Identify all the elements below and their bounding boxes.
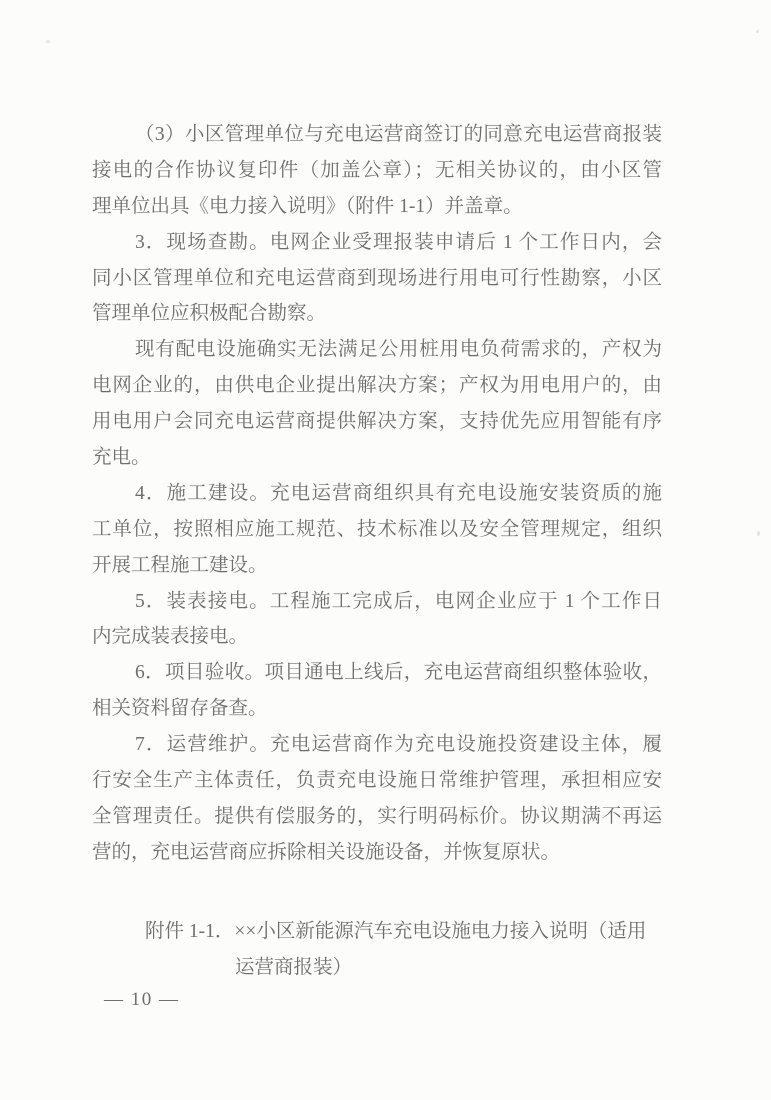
text-line: 行安全生产主体责任，负责充电设施日常维护管理，承担相应安 <box>92 770 662 792</box>
scan-speck <box>46 40 50 43</box>
text-line: 6．项目验收。项目通电上线后，充电运营商组织整体验收， <box>135 662 662 684</box>
text-line: 开展工程施工建设。 <box>92 554 268 576</box>
text-line: 工单位，按照相应施工规范、技术标准以及安全管理规定，组织 <box>92 518 662 540</box>
attachment-note-line-1: 附件 1-1．××小区新能源汽车充电设施电力接入说明（适用 <box>145 920 647 942</box>
text-line: 3．现场查勘。电网企业受理报装申请后 1 个工作日内，会 <box>135 231 662 253</box>
text-line: （3）小区管理单位与充电运营商签订的同意充电运营商报装 <box>135 124 662 145</box>
text-line: 接电的合作协议复印件（加盖公章）；无相关协议的，由小区管 <box>92 159 662 181</box>
text-line: 理单位出具《电力接入说明》（附件 1-1）并盖章。 <box>92 195 523 217</box>
text-line: 电网企业的，由供电企业提出解决方案；产权为用电用户的，由 <box>92 375 662 397</box>
text-line: 4．施工建设。充电运营商组织具有充电设施安装资质的施 <box>135 482 662 504</box>
document-text <box>92 117 662 985</box>
page-number: — 10 — <box>104 989 180 1010</box>
scan-speck <box>757 531 760 536</box>
text-line: 5．装表接电。工程施工完成后，电网企业应于 1 个工作日 <box>135 590 662 612</box>
text-line: 内完成装表接电。 <box>92 626 249 648</box>
text-line: 现有配电设施确实无法满足公用桩用电负荷需求的，产权为 <box>135 339 662 361</box>
text-line: 管理单位应积极配合勘察。 <box>92 303 327 325</box>
text-line: 全管理责任。提供有偿服务的，实行明码标价。协议期满不再运 <box>92 805 662 827</box>
blank-line <box>92 871 662 914</box>
scan-speck <box>756 30 759 33</box>
text-line: 同小区管理单位和充电运营商到现场进行用电可行性勘察，小区 <box>92 267 662 289</box>
text-line: 充电。 <box>92 447 151 469</box>
text-line: 营的，充电运营商应拆除相关设施设备，并恢复原状。 <box>92 841 561 863</box>
attachment-note-line-2: 运营商报装） <box>235 956 353 978</box>
text-line: 用电用户会同充电运营商提供解决方案，支持优先应用智能有序 <box>92 411 662 433</box>
text-line: 7．运营维护。充电运营商作为充电设施投资建设主体，履 <box>135 734 662 756</box>
text-line: 相关资料留存备查。 <box>92 698 268 720</box>
